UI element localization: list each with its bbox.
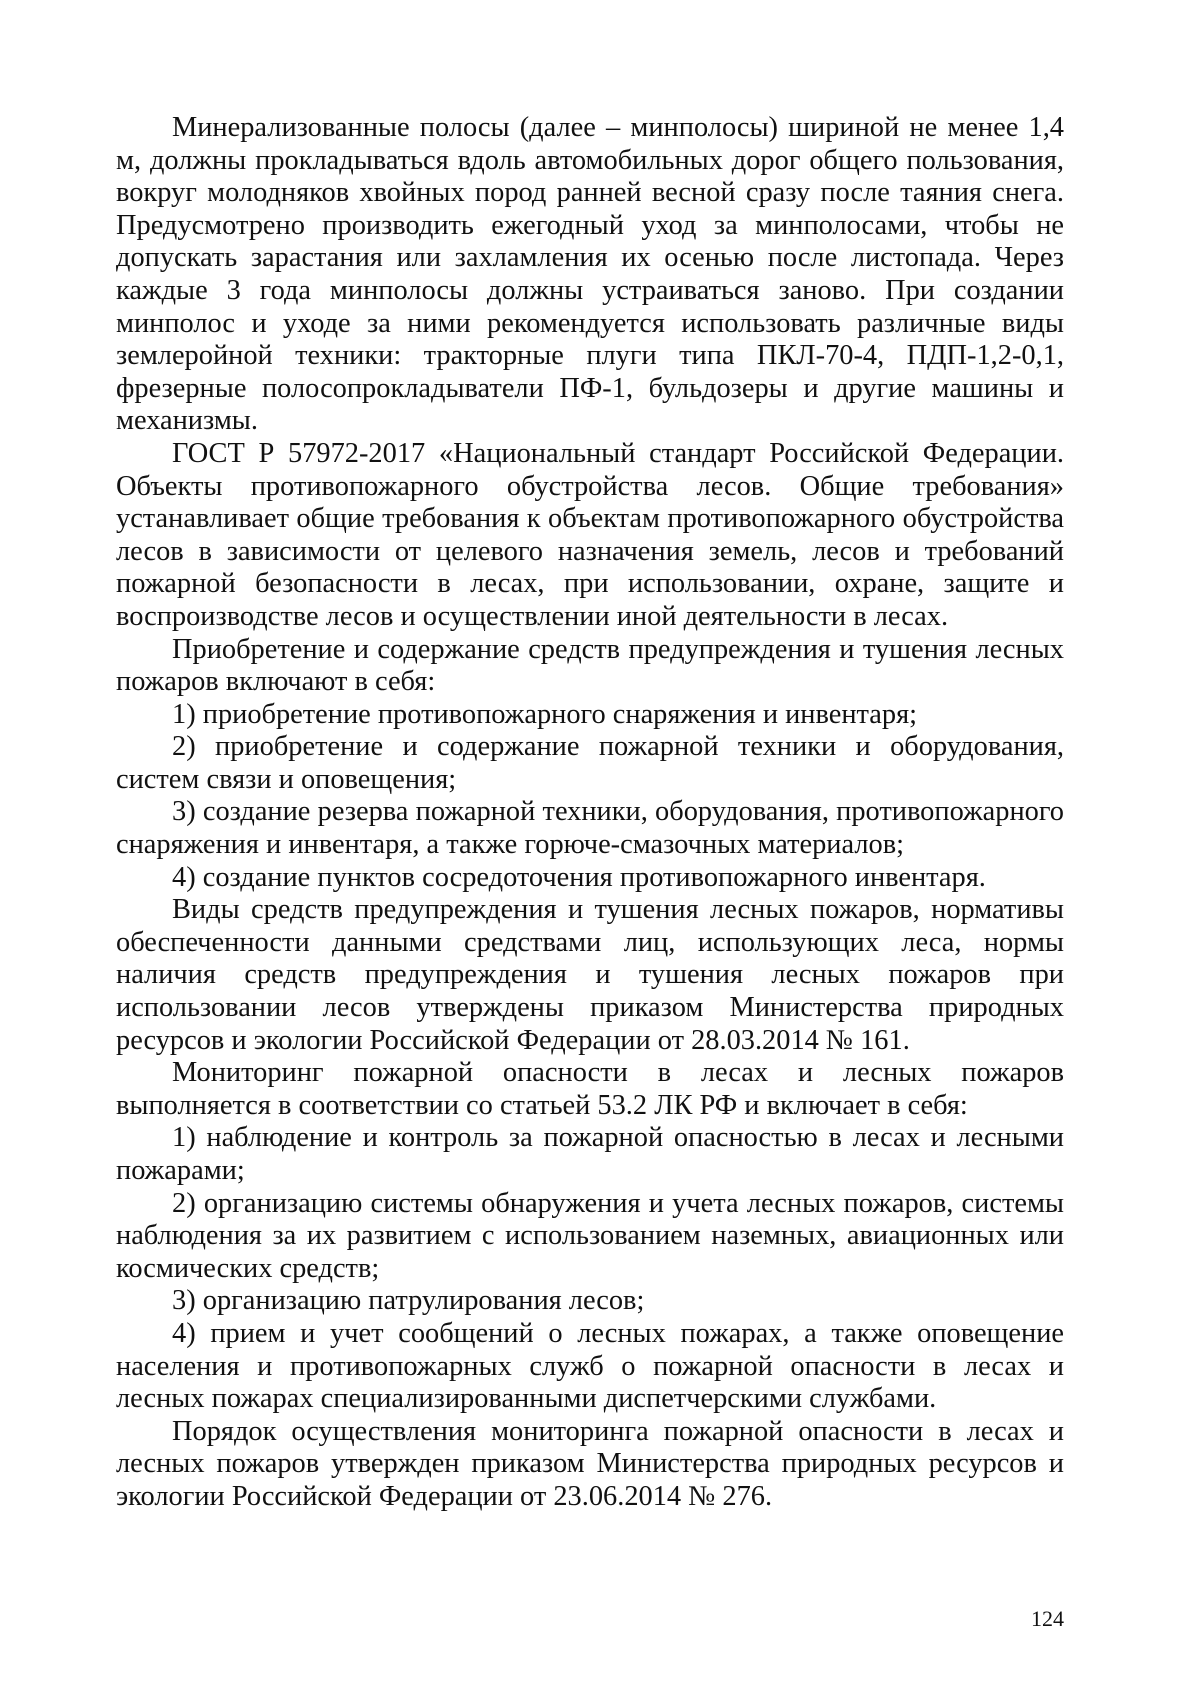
paragraph-mineralized-strips: Минерализованные полосы (далее – минполосы) шириной не менее 1,4 м, должны прокладываться вдоль автомобильных дорог общего пользования, вокруг молодняков хвойных пород ранней весной сразу после таяния снега. Предусмотрено производить ежегодный уход за минполосами, чтобы не допускать зарастания или захламления их осенью после листопада. Через каждые 3 года минполосы должны устраиваться заново. При создании минполос и уходе за ними рекомендуется использовать различные виды землеройной техники: тракторные плуги типа ПКЛ-70-4, ПДП-1,2-0,1, фрезерные полосопрокладыватели ПФ-1, бульдозеры и другие машины и механизмы. bbox=[116, 112, 1064, 437]
page-number: 124 bbox=[1031, 1606, 1064, 1631]
list-item-monitoring-3: 3) организацию патрулирования лесов; bbox=[172, 1285, 645, 1317]
list-item-acquisition-3: 3) создание резерва пожарной техники, оборудования, противопожарного снаряжения и инвентаря, а также горюче-смазочных материалов; bbox=[116, 796, 1064, 861]
list-item-monitoring-4: 4) прием и учет сообщений о лесных пожарах, а также оповещение населения и противопожарных служб о пожарной опасности в лесах и лесных пожарах специализированными диспетчерскими службами. bbox=[116, 1317, 1064, 1415]
paragraph-monitoring-intro: Мониторинг пожарной опасности в лесах и лесных пожаров выполняется в соответствии со статьей 53.2 ЛК РФ и включает в себя: bbox=[116, 1057, 1064, 1121]
paragraph-acquisition-intro: Приобретение и содержание средств предупреждения и тушения лесных пожаров включают в себя: bbox=[116, 633, 1064, 698]
paragraph-means-types: Виды средств предупреждения и тушения лесных пожаров, нормативы обеспеченности данными средствами лиц, использующих леса, нормы наличия средств предупреждения и тушения лесных пожаров при использовании лесов утверждены приказом Министерства природных ресурсов и экологии Российской Федерации от 28.03.2014 № 161. bbox=[116, 894, 1064, 1056]
list-item-monitoring-2: 2) организацию системы обнаружения и учета лесных пожаров, системы наблюдения за их развитием с использованием наземных, авиационных или космических средств; bbox=[116, 1187, 1064, 1284]
paragraph-monitoring-order: Порядок осуществления мониторинга пожарной опасности в лесах и лесных пожаров утвержден приказом Министерства природных ресурсов и экологии Российской Федерации от 23.06.2014 № 276. bbox=[116, 1415, 1064, 1512]
document-body bbox=[116, 112, 1064, 1514]
list-item-acquisition-1: 1) приобретение противопожарного снаряжения и инвентаря; bbox=[172, 698, 918, 730]
list-item-monitoring-1: 1) наблюдение и контроль за пожарной опасностью в лесах и лесными пожарами; bbox=[116, 1122, 1064, 1186]
paragraph-gost-standard: ГОСТ Р 57972-2017 «Национальный стандарт Российской Федерации. Объекты противопожарного обустройства лесов. Общие требования» устанавливает общие требования к объектам противопожарного обустройства лесов в зависимости от целевого назначения земель, лесов и требований пожарной безопасности в лесах, при использовании, охране, защите и воспроизводстве лесов и осуществлении иной деятельности в лесах. bbox=[116, 437, 1064, 632]
list-item-acquisition-4: 4) создание пунктов сосредоточения противопожарного инвентаря. bbox=[172, 861, 986, 893]
list-item-acquisition-2: 2) приобретение и содержание пожарной техники и оборудования, систем связи и оповещения; bbox=[116, 731, 1064, 795]
